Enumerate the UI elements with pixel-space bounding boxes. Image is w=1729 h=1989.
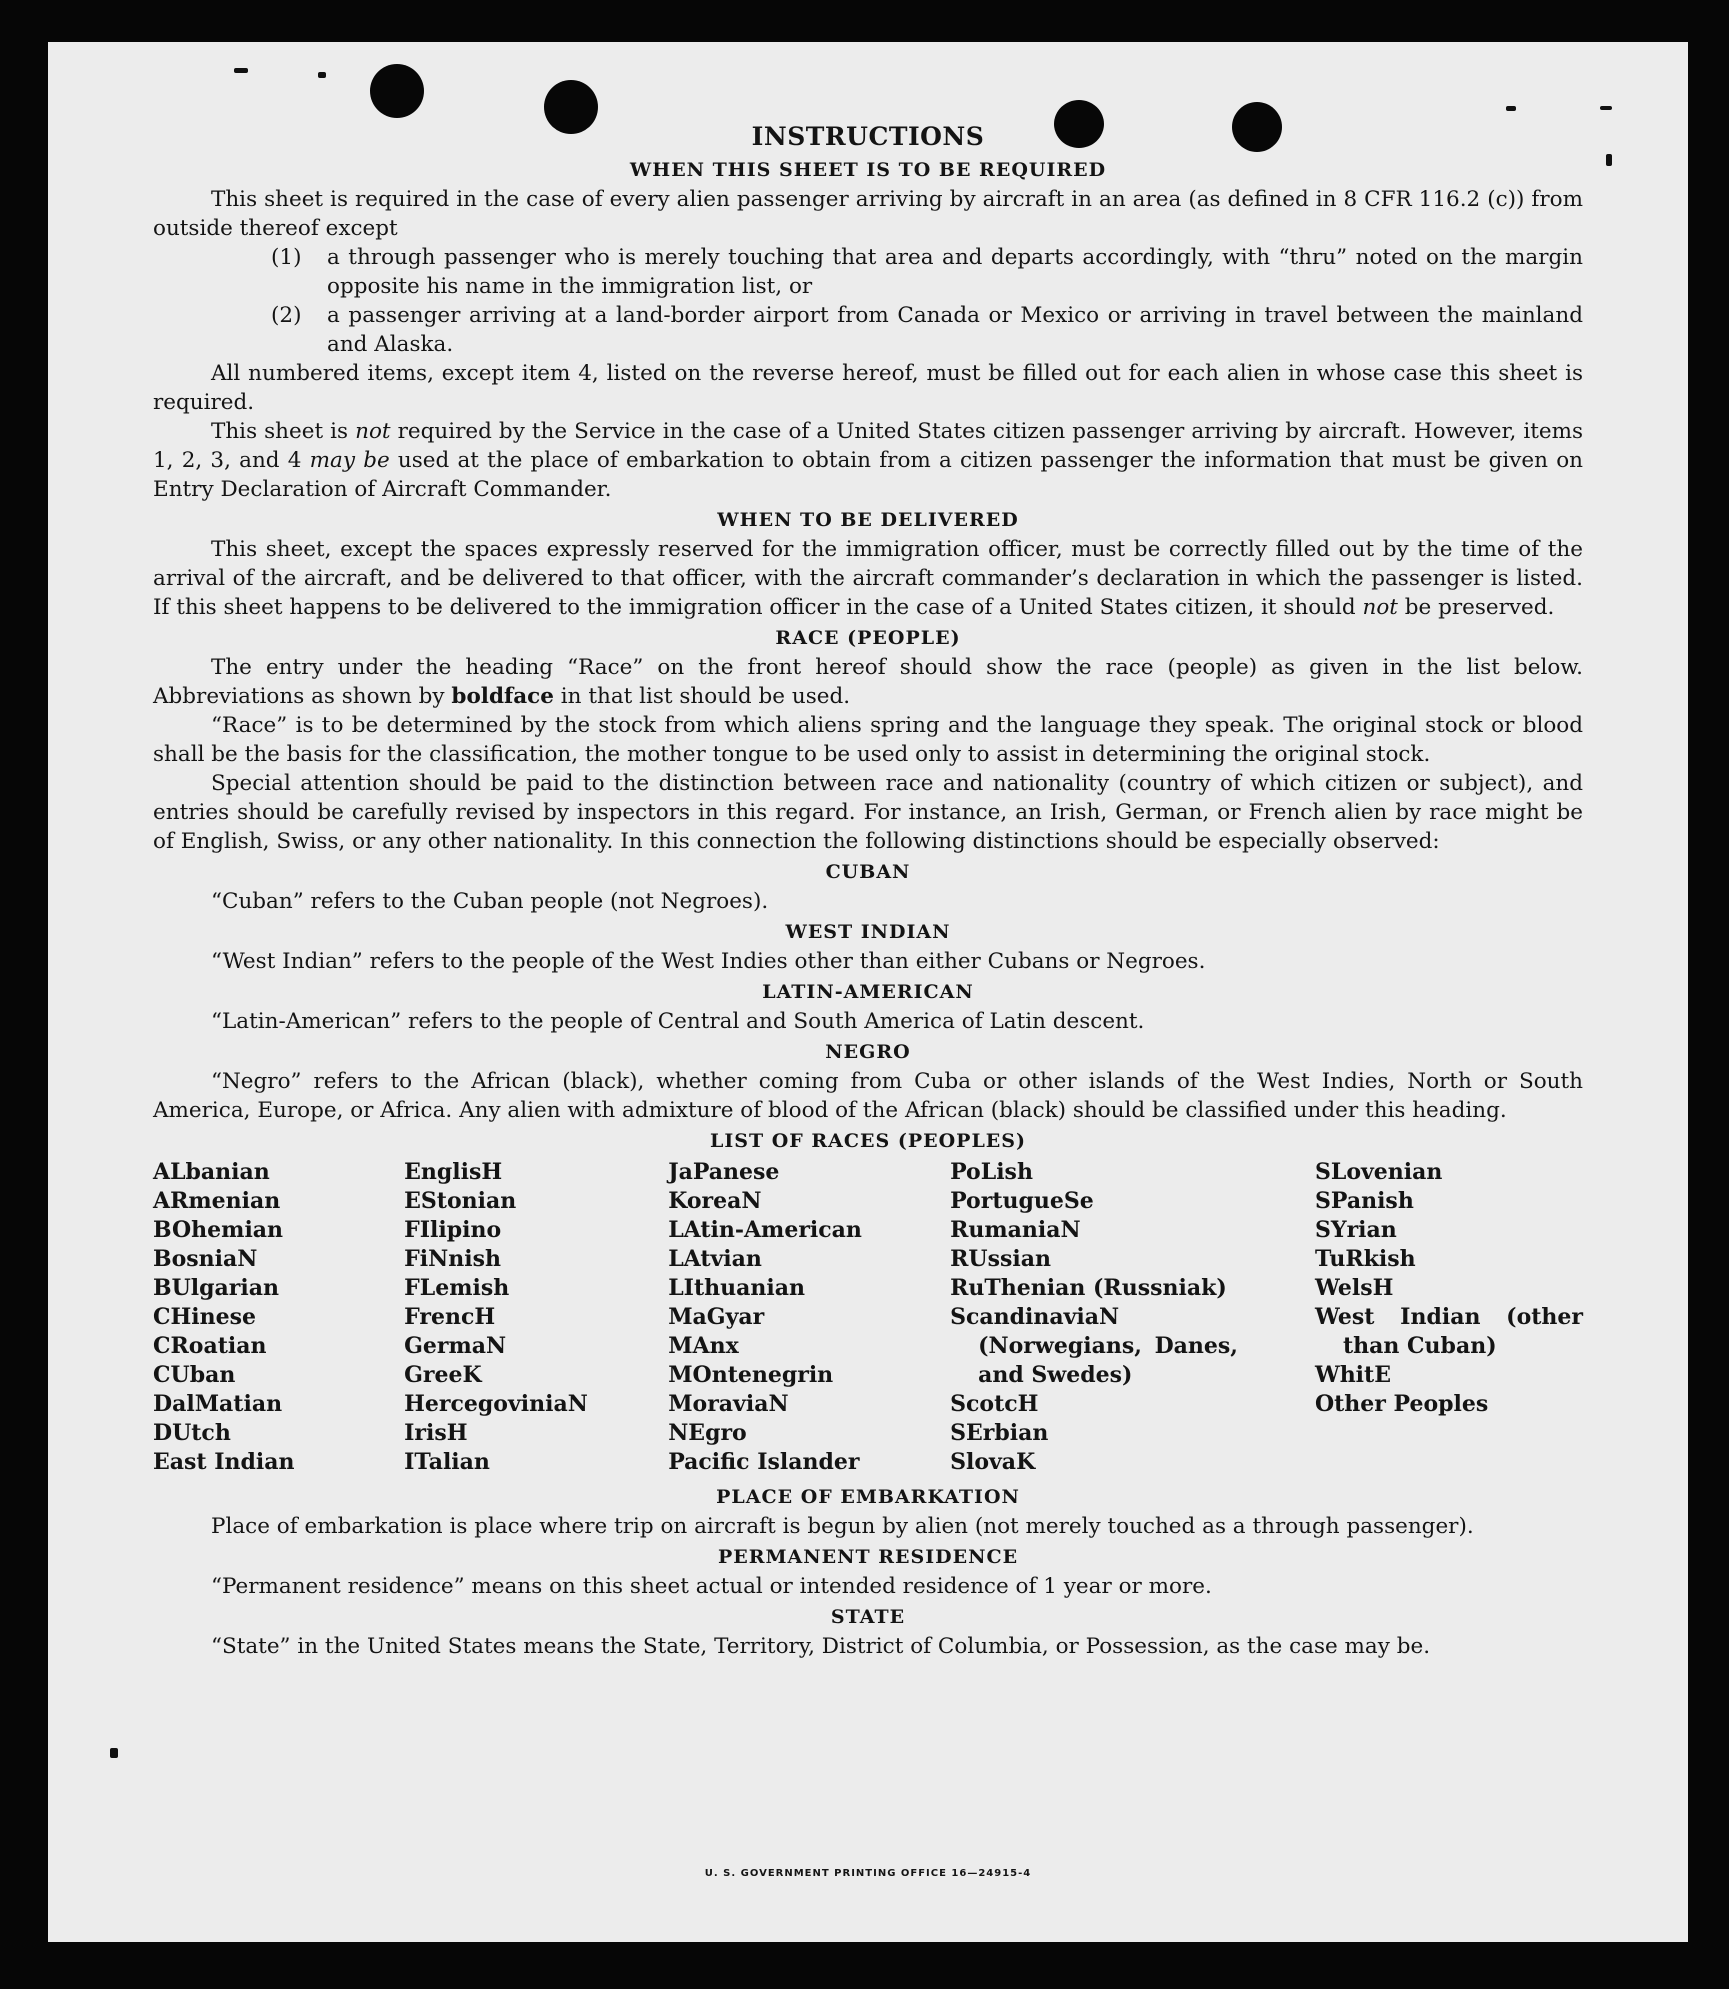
race-entry: SLovenian bbox=[1314, 1159, 1443, 1185]
races-column bbox=[1315, 1158, 1583, 1477]
item-number: (1) bbox=[271, 245, 302, 270]
heading-when-delivered: WHEN TO BE DELIVERED bbox=[717, 509, 1019, 531]
paragraph: Place of embarkation is place where trip on aircraft is begun by alien (not merely touched as a through passenger). bbox=[211, 1514, 1474, 1539]
text-run: in that list should be used. bbox=[553, 684, 851, 709]
race-entry: ScandinaviaN (Norwegians, Danes, and Swedes) bbox=[950, 1304, 1238, 1388]
item-text: a passenger arriving at a land-border airport from Canada or Mexico or arriving in travel between the mainland and Alaska. bbox=[327, 303, 1583, 357]
scan-speck bbox=[1606, 154, 1612, 166]
text-run: The entry under the heading “Race” on the front hereof should show the race (people) as given in the list below. Abbreviations as shown by bbox=[153, 655, 1583, 709]
paragraph bbox=[153, 653, 1583, 711]
race-entry: MOntenegrin bbox=[668, 1362, 834, 1388]
race-entry: CUban bbox=[153, 1362, 236, 1388]
race-entry: SPanish bbox=[1314, 1188, 1414, 1214]
emphasis: not bbox=[355, 419, 391, 444]
races-column bbox=[950, 1158, 1238, 1477]
races-column bbox=[668, 1158, 950, 1477]
race-entry: ScotcH bbox=[950, 1391, 1039, 1417]
instructions-body bbox=[153, 120, 1583, 1661]
heading-embarkation: PLACE OF EMBARKATION bbox=[716, 1486, 1020, 1508]
race-entry: Other Peoples bbox=[1314, 1391, 1489, 1417]
races-column bbox=[153, 1158, 404, 1477]
races-list bbox=[153, 1158, 1583, 1477]
paragraph: “Race” is to be determined by the stock from which aliens spring and the language they speak. The original stock or blood shall be the basis for the classification, the mother tongue to be used only to assist in determining the original stock. bbox=[153, 713, 1583, 767]
races-column bbox=[404, 1158, 668, 1477]
race-entry: WelsH bbox=[1314, 1275, 1394, 1301]
race-entry: ARmenian bbox=[153, 1188, 281, 1214]
race-entry: FiNnish bbox=[404, 1246, 501, 1272]
text-run: This sheet is bbox=[211, 419, 356, 444]
race-entry: FLemish bbox=[404, 1275, 510, 1301]
race-entry: RuThenian (Russniak) bbox=[950, 1275, 1227, 1301]
race-entry: RumaniaN bbox=[950, 1217, 1081, 1243]
race-entry: SErbian bbox=[950, 1420, 1049, 1446]
scan-speck bbox=[1506, 106, 1516, 111]
race-entry: EStonian bbox=[404, 1188, 517, 1214]
heading-negro: NEGRO bbox=[825, 1041, 911, 1063]
scan-speck bbox=[110, 1748, 118, 1758]
race-entry: GreeK bbox=[404, 1362, 482, 1388]
paragraph: Special attention should be paid to the distinction between race and nationality (country of which citizen or subject), and entries should be carefully revised by inspectors in this regard. For instance, an Irish, German, or French alien by race might be of English, Swiss, or any other nationality. In this connection the following distinctions should be especially observed: bbox=[153, 771, 1583, 854]
scan-speck bbox=[318, 72, 326, 78]
race-entry: WhitE bbox=[1314, 1362, 1391, 1388]
race-entry: BUlgarian bbox=[153, 1275, 279, 1301]
document-sheet bbox=[48, 42, 1688, 1942]
heading-when-required: WHEN THIS SHEET IS TO BE REQUIRED bbox=[629, 159, 1107, 181]
text-run: required by the Service in the case of a United States citizen passenger arriving by aircraft. However, items 1, 2, 3, and 4 bbox=[153, 419, 1583, 473]
list-item bbox=[271, 243, 1583, 301]
text-run: be preserved. bbox=[1397, 595, 1555, 620]
race-entry: DalMatian bbox=[153, 1391, 283, 1417]
scan-speck bbox=[1600, 106, 1612, 110]
race-entry: GermaN bbox=[404, 1333, 507, 1359]
paragraph: “Permanent residence” means on this sheet actual or intended residence of 1 year or more. bbox=[211, 1574, 1212, 1599]
heading-west-indian: WEST INDIAN bbox=[785, 921, 951, 943]
emphasis: may be bbox=[309, 448, 390, 473]
paragraph: “State” in the United States means the State, Territory, District of Columbia, or Possession, as the case may be. bbox=[211, 1634, 1431, 1659]
paragraph: All numbered items, except item 4, listed on the reverse hereof, must be filled out for each alien in whose case this sheet is required. bbox=[153, 361, 1583, 415]
race-entry: ALbanian bbox=[153, 1159, 270, 1185]
race-entry: FrencH bbox=[404, 1304, 496, 1330]
paragraph: “Latin-American” refers to the people of Central and South America of Latin descent. bbox=[211, 1009, 1145, 1034]
item-text: a through passenger who is merely touching that area and departs accordingly, with “thru” noted on the margin opposite his name in the immigration list, or bbox=[327, 245, 1583, 299]
race-entry: FIlipino bbox=[404, 1217, 502, 1243]
race-entry: EnglisH bbox=[404, 1159, 503, 1185]
race-entry: JaPanese bbox=[668, 1159, 780, 1185]
race-entry: SYrian bbox=[1314, 1217, 1397, 1243]
scan-speck bbox=[234, 68, 248, 73]
paragraph bbox=[153, 417, 1583, 504]
race-entry: LAtin-American bbox=[668, 1217, 862, 1243]
paragraph: “West Indian” refers to the people of the West Indies other than either Cubans or Negroes. bbox=[211, 949, 1206, 974]
race-entry: NEgro bbox=[668, 1420, 747, 1446]
heading-cuban: CUBAN bbox=[825, 861, 911, 883]
race-entry: RUssian bbox=[950, 1246, 1051, 1272]
race-entry: PortugueSe bbox=[950, 1188, 1094, 1214]
race-entry: PoLish bbox=[950, 1159, 1033, 1185]
heading-latin-american: LATIN-AMERICAN bbox=[762, 981, 974, 1003]
list-item bbox=[271, 301, 1583, 359]
printing-office-footer: U. S. GOVERNMENT PRINTING OFFICE 16—24915-4 bbox=[704, 1868, 1032, 1879]
race-entry: MaGyar bbox=[668, 1304, 765, 1330]
race-entry: Pacific Islander bbox=[668, 1449, 860, 1475]
heading-list-of-races: LIST OF RACES (PEOPLES) bbox=[710, 1130, 1026, 1152]
heading-permanent-residence: PERMANENT RESIDENCE bbox=[717, 1546, 1019, 1568]
paragraph bbox=[153, 535, 1583, 622]
race-entry: MAnx bbox=[668, 1333, 739, 1359]
paragraph: “Cuban” refers to the Cuban people (not Negroes). bbox=[211, 889, 769, 914]
punch-hole bbox=[370, 64, 424, 118]
race-entry: ITalian bbox=[404, 1449, 490, 1475]
text-run: used at the place of embarkation to obtain from a citizen passenger the information that must be given on Entry Declaration of Aircraft Commander. bbox=[153, 448, 1583, 502]
race-entry: BOhemian bbox=[153, 1217, 284, 1243]
heading-state: STATE bbox=[830, 1606, 906, 1628]
paragraph: “Negro” refers to the African (black), whether coming from Cuba or other islands of the West Indies, North or South America, Europe, or Africa. Any alien with admixture of blood of the African (black) should be classified under this heading. bbox=[153, 1069, 1583, 1123]
emphasis: not bbox=[1362, 595, 1398, 620]
race-entry: CHinese bbox=[153, 1304, 257, 1330]
race-entry: IrisH bbox=[404, 1420, 468, 1446]
heading-race: RACE (PEOPLE) bbox=[775, 627, 961, 649]
race-entry: CRoatian bbox=[153, 1333, 267, 1359]
race-entry: TuRkish bbox=[1314, 1246, 1416, 1272]
race-entry: East Indian bbox=[153, 1449, 295, 1475]
race-entry: KoreaN bbox=[668, 1188, 762, 1214]
race-entry: BosniaN bbox=[153, 1246, 258, 1272]
race-entry: DUtch bbox=[153, 1420, 231, 1446]
race-entry: LAtvian bbox=[668, 1246, 762, 1272]
race-entry: LIthuanian bbox=[668, 1275, 805, 1301]
race-entry: West Indian (other than Cuban) bbox=[1314, 1304, 1583, 1359]
race-entry: MoraviaN bbox=[668, 1391, 789, 1417]
race-entry: HercegoviniaN bbox=[404, 1391, 588, 1417]
item-number: (2) bbox=[271, 303, 302, 328]
paragraph: This sheet is required in the case of every alien passenger arriving by aircraft in an area (as defined in 8 CFR 116.2 (c)) from outside thereof except bbox=[153, 187, 1583, 241]
race-entry: SlovaK bbox=[950, 1449, 1036, 1475]
bold-word: boldface bbox=[451, 684, 554, 709]
page-title: INSTRUCTIONS bbox=[751, 122, 985, 151]
text-run: This sheet, except the spaces expressly reserved for the immigration officer, must be correctly filled out by the time of the arrival of the aircraft, and be delivered to that officer, with the aircraft commander’s declaration in which the passenger is listed. If this sheet happens to be delivered to the immigration officer in the case of a United States citizen, it should bbox=[153, 537, 1583, 620]
